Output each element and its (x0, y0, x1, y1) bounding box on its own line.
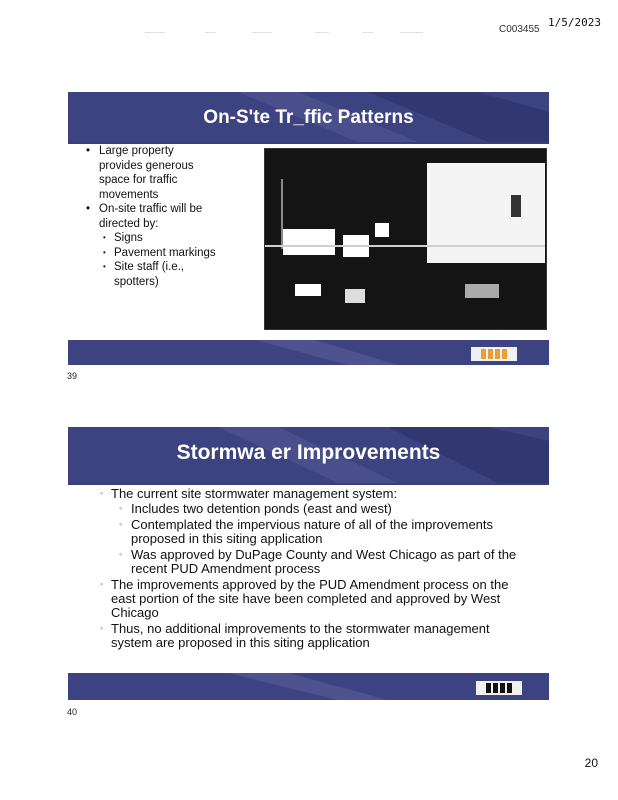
document-id: C003455 (499, 24, 540, 35)
bullet-item: ◦ The improvements approved by the PUD Amendment process on the east portion of the site have been completed and approved by West Chicago (102, 578, 522, 620)
page-number: 20 (584, 756, 598, 770)
sub-bullet-list (122, 502, 522, 576)
sub-bullet-item: ◦ Was approved by DuPage County and West Chicago as part of the recent PUD Amendment process (122, 548, 522, 576)
company-logo (471, 347, 517, 361)
sub-bullet-item: ◦ Includes two detention ponds (east and west) (122, 502, 522, 516)
company-logo (476, 681, 522, 695)
header-stamp: ───── (315, 30, 330, 35)
sub-bullet-item: • Signs (99, 231, 216, 246)
bullet-item: ◦ Thus, no additional improvements to the stormwater management system are proposed in this siting application (102, 622, 522, 650)
sub-bullet-item: • Site staff (i.e., spotters) (99, 260, 216, 289)
header-stamp: ──── (362, 30, 374, 35)
sub-bullet-list (99, 231, 216, 289)
slide-number: 40 (67, 707, 78, 717)
slide-39 (68, 92, 549, 365)
header-stamp: ─────── (145, 30, 165, 35)
document-date: 1/5/2023 (548, 16, 601, 29)
bullet-list (102, 487, 522, 652)
header-stamp: ──── (205, 30, 217, 35)
header-stamp: ──────── (400, 30, 423, 35)
slide-title: Stormwa er Improvements (176, 441, 441, 464)
bullet-list (86, 144, 216, 289)
slide-40 (68, 427, 549, 700)
bullet-item: ◦ The current site stormwater management system: ◦ Includes two detention ponds (east and west) ◦ Contemplated the impervious nature of all of the improvements proposed in this siting application ◦ Was approved by DuPage County and West Chicago as part of the recent PUD Amendment process (102, 487, 522, 576)
slide-number: 39 (67, 371, 78, 381)
site-plan-image (264, 148, 547, 330)
sub-bullet-item: ◦ Contemplated the impervious nature of all of the improvements proposed in this siting application (122, 518, 522, 546)
slide-content (68, 485, 549, 673)
bullet-item: • Large property provides generous space for traffic movements (86, 144, 216, 202)
header-stamp: ─────── (252, 30, 272, 35)
slide-title: On-S'te Tr_ffic Patterns (203, 107, 414, 128)
slide-content (68, 144, 549, 340)
bullet-item: • On-site traffic will be directed by: • Signs • Pavement markings • Site staff (i.e., spotters) (86, 202, 216, 289)
sub-bullet-item: • Pavement markings (99, 246, 216, 261)
